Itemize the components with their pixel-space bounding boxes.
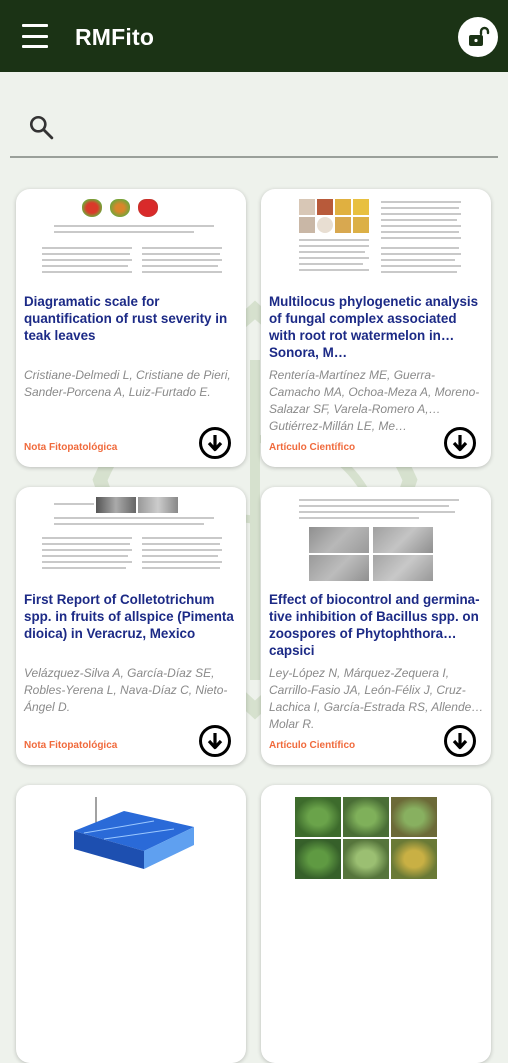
article-title[interactable]: Multilocus phylogenetic analysis of fungal complex associated with root rot watermelon in Sonora, M…	[269, 294, 479, 360]
article-card[interactable]	[261, 189, 491, 467]
app-bar	[0, 0, 508, 72]
article-card[interactable]	[16, 785, 246, 1063]
article-thumbnail	[24, 195, 238, 287]
search-input[interactable]	[64, 108, 484, 148]
article-authors: Velázquez-Silva A, García-Díaz SE, Robles-Yerena L, Nava-Díaz C, Nieto-Ángel D.	[24, 666, 228, 714]
download-circle-icon[interactable]	[198, 426, 232, 460]
article-thumbnail	[24, 791, 238, 883]
article-thumbnail	[269, 493, 483, 585]
article-type-label: Nota Fitopatológica	[24, 740, 118, 751]
app-title: RMFito	[75, 24, 155, 50]
article-thumbnail	[269, 195, 483, 287]
search-icon[interactable]	[28, 114, 54, 140]
article-thumbnail	[269, 791, 483, 883]
lock-open-icon[interactable]	[458, 17, 498, 57]
article-card[interactable]	[16, 487, 246, 765]
menu-icon[interactable]	[22, 24, 48, 48]
article-thumbnail	[24, 493, 238, 585]
article-title[interactable]: Effect of biocontrol and germina-tive inhibition of Bacillus spp. on zoospores of Phytophthora capsici	[269, 592, 480, 658]
article-card[interactable]	[16, 189, 246, 467]
download-circle-icon[interactable]	[443, 426, 477, 460]
download-circle-icon[interactable]	[443, 724, 477, 758]
download-circle-icon[interactable]	[198, 724, 232, 758]
article-authors: Cristiane-Delmedi L, Cristiane de Pieri, Sander-Porcena A, Luiz-Furtado E.	[24, 368, 231, 399]
article-title[interactable]: Diagramatic scale for quantification of rust severity in teak leaves	[24, 294, 228, 343]
article-card[interactable]	[261, 785, 491, 1063]
article-authors: Rentería-Martínez ME, Guerra-Camacho MA, Ochoa-Meza A, Moreno-Salazar SF, Varela-Romero A, Gutiérrez-Millán LE, Me…	[269, 368, 480, 433]
article-card[interactable]	[261, 487, 491, 765]
article-type-label: Artículo Científico	[269, 740, 356, 751]
search-bar	[10, 100, 498, 158]
article-type-label: Artículo Científico	[269, 442, 356, 453]
article-type-label: Nota Fitopatológica	[24, 442, 118, 453]
article-authors: Ley-López N, Márquez-Zequera I, Carrillo-Fasio JA, León-Félix J, Cruz-Lachica I, García-Estrada RS, Allende-Molar R.	[269, 666, 476, 731]
article-title[interactable]: First Report of Colletotrichum spp. in fruits of allspice (Pimenta dioica) in Veracruz, Mexico	[24, 592, 234, 641]
